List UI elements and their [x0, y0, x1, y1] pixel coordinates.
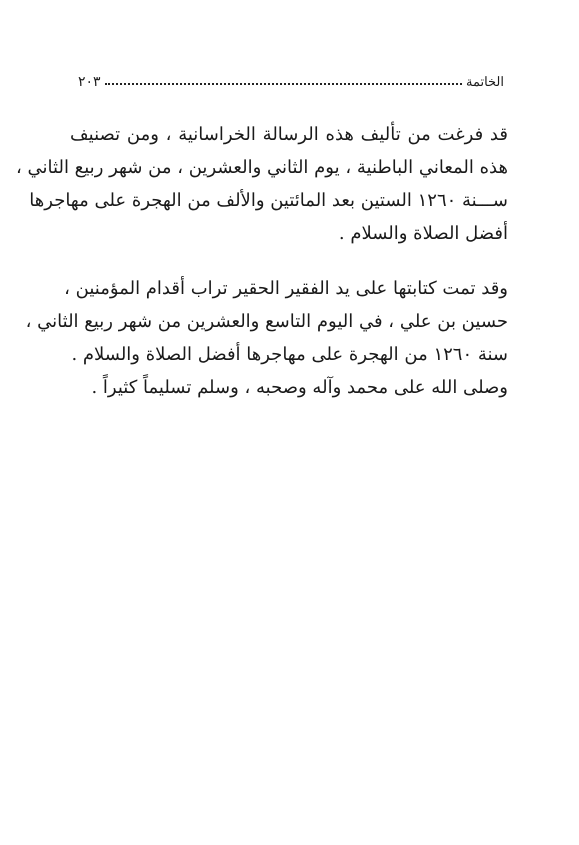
text-line: حسين بن علي ، في اليوم التاسع والعشرين من شهر ربيع الثاني ، — [25, 311, 508, 332]
running-header — [78, 72, 504, 92]
paragraph-gap — [70, 250, 508, 272]
page-number: ٢٠٣ — [78, 74, 101, 90]
main-text — [16, 118, 508, 404]
dotted-leader — [105, 83, 462, 85]
paragraph-colophon — [25, 272, 508, 404]
chapter-title: الخاتمة — [465, 74, 504, 90]
text-line: سنة ١٢٦٠ من الهجرة على مهاجرها أفضل الصلاة والسلام . — [71, 344, 508, 365]
text-line: أفضل الصلاة والسلام . — [338, 223, 508, 244]
text-line: وصلى الله على محمد وآله وصحبه ، وسلم تسليماً كثيراً . — [91, 377, 508, 398]
text-line: قد فرغت من تأليف هذه الرسالة الخراسانية ، ومن تصنيف — [70, 124, 508, 145]
text-line: وقد تمت كتابتها على يد الفقير الحقير تراب أقدام المؤمنين ، — [64, 278, 508, 299]
text-line: هذه المعاني الباطنية ، يوم الثاني والعشرين ، من شهر ربيع الثاني ، — [16, 157, 508, 178]
text-line: ســـنة ١٢٦٠ الستين بعد المائتين والألف من الهجرة على مهاجرها — [29, 190, 508, 211]
paragraph-completion — [16, 118, 508, 250]
